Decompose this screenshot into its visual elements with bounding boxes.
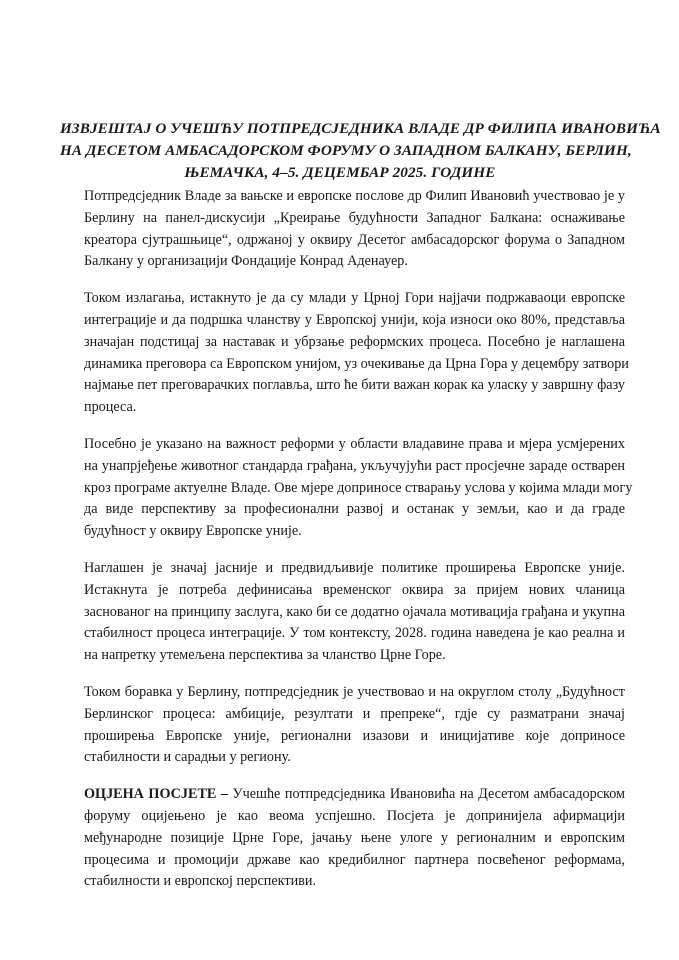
paragraph-enlargement — [84, 558, 625, 667]
assessment-first-line: Учешће потпредсједника Ивановића на Десетом амбасадорском — [232, 786, 625, 803]
text-line: проширења Европске уније, регионални изазови и иницијативе које доприносе — [84, 727, 625, 744]
paragraph-intro — [84, 186, 625, 273]
text-line: процеса. — [84, 399, 137, 416]
text-line: Берлинског процеса: амбиције, резултати и препреке“, гдје су разматрани значај — [84, 705, 625, 722]
assessment-heading: ОЦЈЕНА ПОСЈЕТЕ – — [84, 786, 229, 803]
text-line: стабилности и европској перспективи. — [84, 873, 317, 890]
paragraph-berlin-process — [84, 682, 625, 769]
text-line: Истакнута је потреба дефинисања временског оквира за пријем нових чланица — [84, 581, 625, 598]
text-line: динамика преговора са Европском унијом, уз очекивање да Црна Гора у децембру затвори — [84, 355, 629, 372]
text-line: Берлину на панел-дискусији „Креирање будућности Западног Балкана: оснаживање — [84, 209, 625, 226]
text-line: Током излагања, истакнуто је да су млади у Црној Гори најјачи подржаваоци европске — [84, 290, 625, 307]
report-title — [60, 118, 661, 184]
text-line: кроз програме актуелне Владе. Ове мјере доприносе стварању услова у којима млади могу — [84, 479, 633, 496]
text-line: најмање пет преговарачких поглавља, што ће бити важан корак ка уласку у завршну фазу — [84, 377, 625, 394]
paragraph-reforms — [84, 434, 633, 543]
title-line: НА ДЕСЕТОМ АМБАСАДОРСКОМ ФОРУМУ О ЗАПАДНОМ БАЛКАНУ, БЕРЛИН, — [60, 142, 632, 159]
text-line: стабилности и сарадњи у региону. — [84, 749, 291, 766]
paragraph-assessment — [84, 784, 625, 893]
report-body — [84, 186, 633, 908]
text-line: Потпредсједник Владе за вањске и европске послове др Филип Ивановић учествовао је у — [84, 188, 625, 204]
text-line: на напретку утемељена перспектива за чланство Црне Горе. — [84, 647, 446, 664]
title-line: ЊЕМАЧКА, 4–5. ДЕЦЕМБАР 2025. ГОДИНЕ — [184, 164, 496, 181]
title-line: ИЗВЈЕШТАЈ О УЧЕШЋУ ПОТПРЕДСЈЕДНИКА ВЛАДЕ ДР ФИЛИПА ИВАНОВИЋА — [60, 120, 661, 137]
text-line: заснованог на принципу заслуга, како би се додатно ојачала мотивација грађана и укупна — [84, 603, 625, 620]
text-line: Током боравка у Берлину, потпредсједник је учествовао и на округлом столу „Будућност — [84, 683, 625, 700]
text-line: форуму оцијењено је као веома успјешно. Посјета је допринијела афирмацији — [84, 807, 625, 824]
paragraph-presentation — [84, 288, 629, 419]
text-line: процесима и промоцији државе као кредибилног партнера посвећеног реформама, — [84, 851, 625, 868]
text-line: будућност у оквиру Европске уније. — [84, 523, 302, 540]
text-line: да виде перспективу за професионални развој и останак у земљи, као и да граде — [84, 501, 625, 518]
text-line: Наглашен је значај јасније и предвидљивије политике проширења Европске уније. — [84, 559, 625, 576]
text-line: Посебно је указано на важност реформи у области владавине права и мјера усмјерених — [84, 435, 625, 452]
text-line: на унапрјеђење животног стандарда грађана, укључујући раст просјечне зараде остварен — [84, 457, 625, 474]
text-line: Балкану у организацији Фондације Конрад Аденауер. — [84, 253, 408, 270]
text-line: значајан подстицај за наставак и убрзање реформских процеса. Посебно је наглашена — [84, 333, 625, 350]
text-line — [84, 784, 625, 806]
text-line: стабилност процеса интеграције. У том контексту, 2028. година наведена је као реална и — [84, 625, 625, 642]
text-line: међународне позиције Црне Горе, јачању њене улоге у регионалним и европским — [84, 829, 625, 846]
text-line: креатора сјутрашњице“, одржаној у оквиру Десетог амбасадорског форума о Западном — [84, 231, 625, 248]
text-line: интеграције и да подршка чланству у Европској унији, која износи око 80%, представља — [84, 311, 625, 328]
